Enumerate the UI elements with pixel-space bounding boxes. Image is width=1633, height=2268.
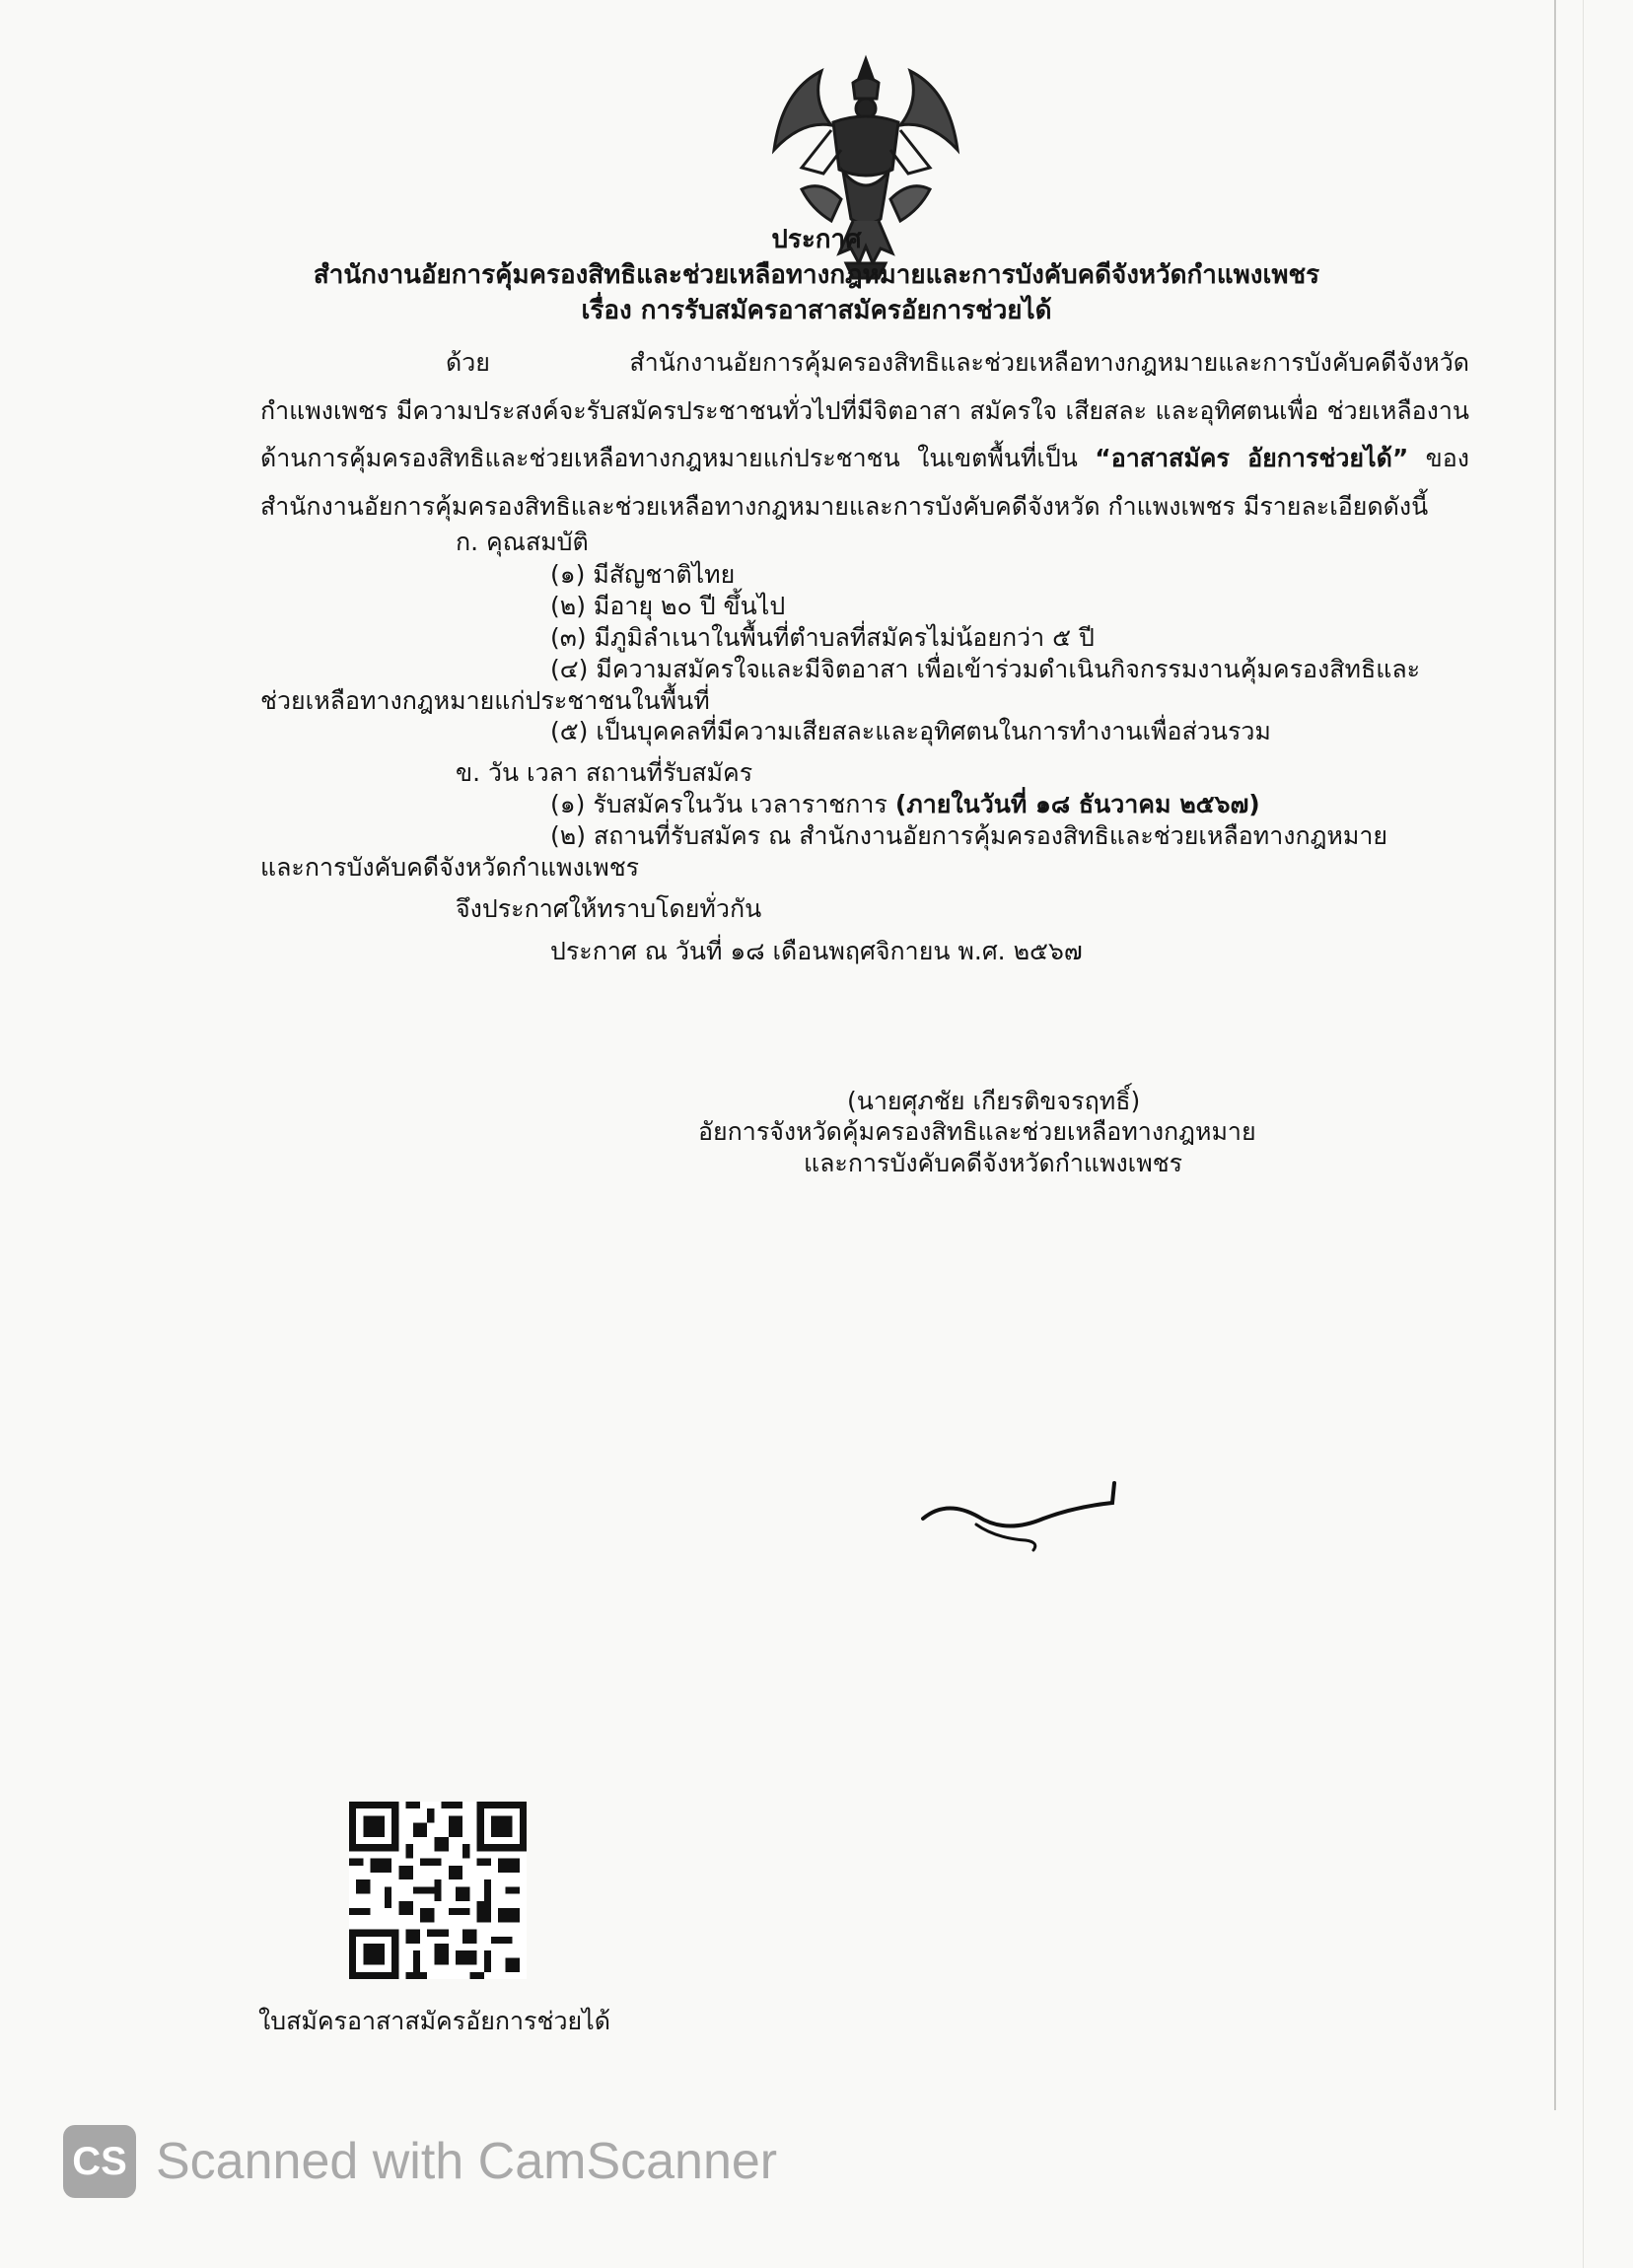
closing-announce: จึงประกาศให้ทราบโดยทั่วกัน [456,894,762,923]
announcement-date: ประกาศ ณ วันที่ ๑๘ เดือนพฤศจิกายน พ.ศ. ๒๕๖๗ [550,937,1083,965]
camscanner-logo-icon: CS [63,2125,136,2198]
intro-paragraph [260,339,1469,531]
application-place: (๒) สถานที่รับสมัคร ณ สำนักงานอัยการคุ้มครองสิทธิและช่วยเหลือทางกฎหมาย [550,821,1388,850]
signatory-position-continued: และการบังคับคดีจังหวัดกำแพงเพชร [804,1149,1183,1177]
scan-edge-line [1583,0,1584,2268]
camscanner-watermark [63,2125,777,2198]
qualification-item: (๒) มีอายุ ๒๐ ปี ขึ้นไป [550,592,786,620]
signatory-name: (นายศุภชัย เกียรติขจรฤทธิ์) [847,1087,1141,1115]
qualification-item-continued: ช่วยเหลือทางกฎหมายแก่ประชาชนในพื้นที่ [260,686,710,715]
section-a-heading: ก. คุณสมบัติ [456,528,589,556]
handwritten-signature [917,1477,1124,1566]
application-deadline: (ภายในวันที่ ๑๘ ธันวาคม ๒๕๖๗) [894,790,1260,818]
section-b-heading: ข. วัน เวลา สถานที่รับสมัคร [456,758,753,787]
application-period-text: (๑) รับสมัครในวัน เวลาราชการ [550,790,895,818]
qualification-item: (๔) มีความสมัครใจและมีจิตอาสา เพื่อเข้าร่วมดำเนินกิจกรรมงานคุ้มครองสิทธิและ [550,655,1421,683]
qr-code[interactable] [349,1802,527,1979]
qualification-item: (๕) เป็นบุคคลที่มีความเสียสละและอุทิศตนในการทำงานเพื่อส่วนรวม [550,717,1271,745]
signatory-position: อัยการจังหวัดคุ้มครองสิทธิและช่วยเหลือทางกฎหมาย [698,1117,1256,1146]
qr-caption: ใบสมัครอาสาสมัครอัยการช่วยได้ [258,2007,610,2035]
intro-text-2: ของสำนักงานอัยการคุ้มครองสิทธิและช่วยเหลือทางกฎหมายและการบังคับคดีจังหวัด กำแพงเพชร มีรายละเอียดดังนี้ [260,444,1469,521]
intro-bold-term: “อาสาสมัคร อัยการช่วยได้” [1095,444,1409,472]
intro-text-1: ด้วย สำนักงานอัยการคุ้มครองสิทธิและช่วยเหลือทางกฎหมายและการบังคับคดีจังหวัด กำแพงเพชร มีความประสงค์จะรับสมัครประชาชนทั่วไปที่มีจิตอาสา สมัครใจ เสียสละ และอุทิศตนเพื่อ ช่วยเหลืองานด้านการคุ้มครองสิทธิและช่วยเหลือทางกฎหมายแก่ประชาชน ในเขตพื้นที่เป็น [260,348,1469,472]
qualification-item: (๑) มีสัญชาติไทย [550,560,736,589]
qualification-item: (๓) มีภูมิลำเนาในพื้นที่ตำบลที่สมัครไม่น้อยกว่า ๕ ปี [550,623,1095,652]
doc-subject: เรื่อง การรับสมัครอาสาสมัครอัยการช่วยได้ [581,296,1052,325]
camscanner-text: Scanned with CamScanner [156,2133,778,2190]
application-place-continued: และการบังคับคดีจังหวัดกำแพงเพชร [260,853,640,882]
doc-title: ประกาศ [771,225,862,254]
office-name: สำนักงานอัยการคุ้มครองสิทธิและช่วยเหลือทางกฎหมายและการบังคับคดีจังหวัดกำแพงเพชร [313,260,1320,290]
